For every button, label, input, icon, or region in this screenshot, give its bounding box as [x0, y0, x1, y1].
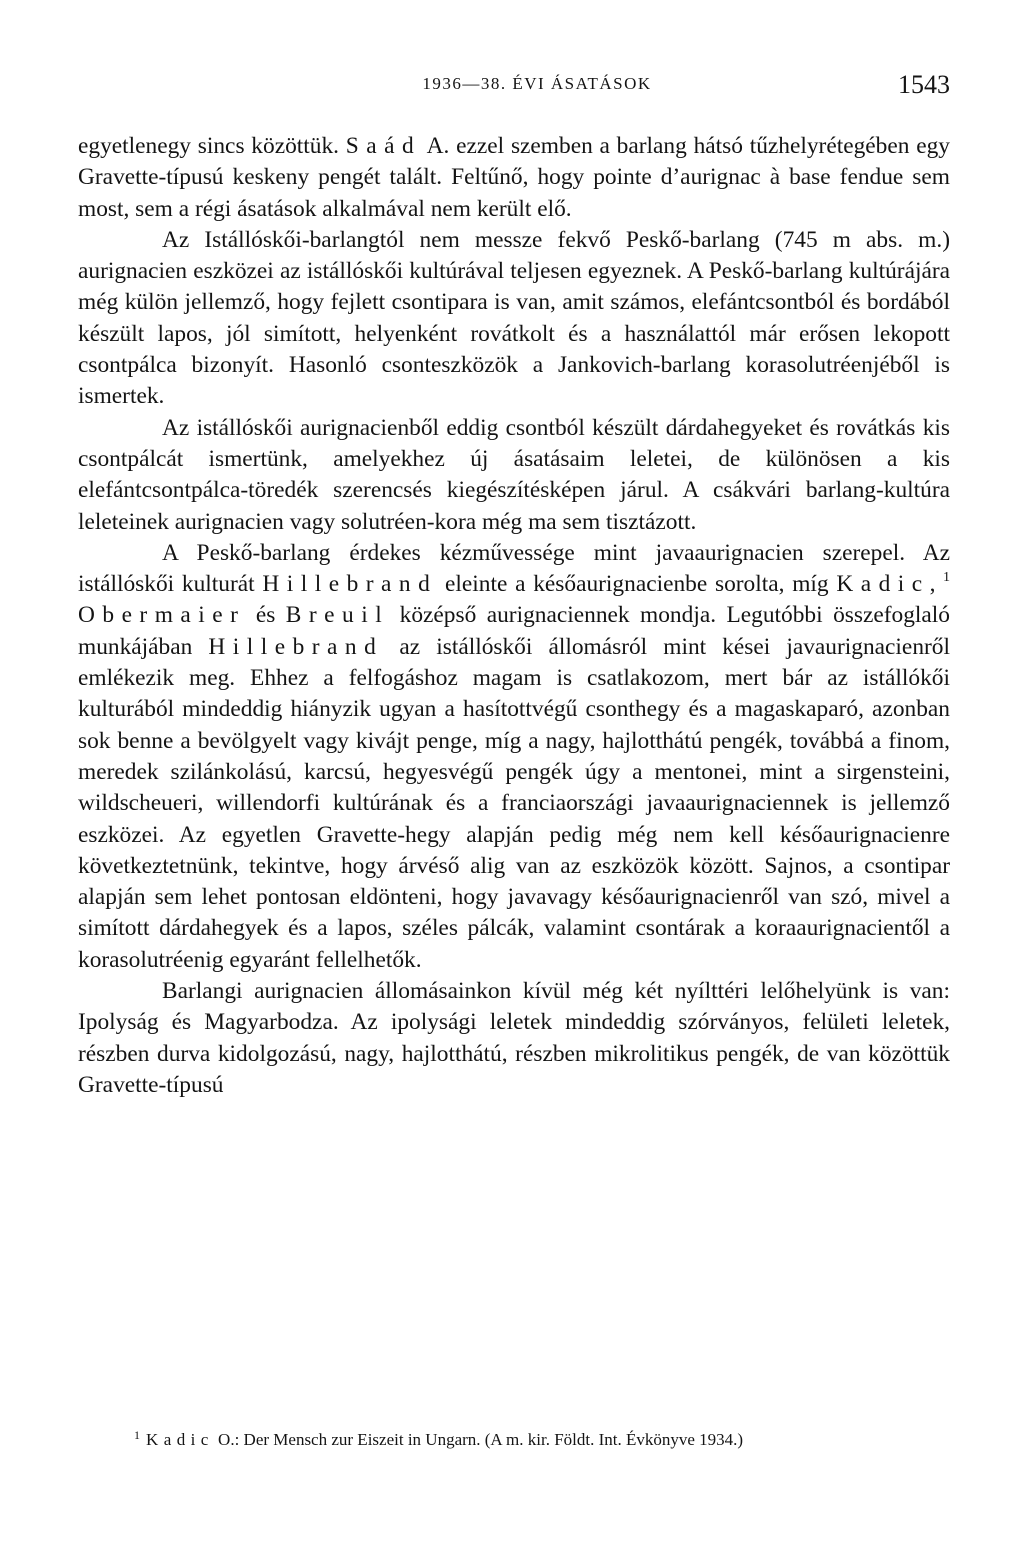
footnote-marker: 1 [134, 1428, 140, 1442]
text-run: egyetlenegy sincs közöttük. [78, 133, 346, 159]
author-name-hillebrand: Hillebrand [262, 571, 438, 598]
footnote-author: Kadic [146, 1430, 214, 1449]
paragraph-1 [78, 131, 950, 225]
paragraph-4 [78, 538, 950, 976]
paragraph-3: Az istállóskői aurignacienből eddig csontból készült dárdahegyeket és rovátkás kis csontpálcát ismertünk, amelyekhez új ásatásaim leletei, de különösen a kis elefántcsontpálca-töredék szerencsés kiegészítésképen járul. A csákvári barlang-kultúra leleteinek aurignacien vagy solutréen-kora még ma sem tisztázott. [78, 414, 950, 535]
running-head: 1936—38. ÉVI ÁSATÁSOK [422, 74, 652, 93]
paragraph-5: Barlangi aurignacien állomásainkon kívül még két nyílttéri lelőhelyünk is van: Ipolyság és Magyarbodza. Az ipolysági leletek mindeddig szórványos, felületi leletek, részben durva kidolgozású, nagy, hajlotthátú, részben mikrolitikus pengék, de van közöttük Gravette-típusú [78, 978, 950, 1098]
author-name-obermaier: Obermaier [78, 602, 246, 629]
text-run: A. ezzel szemben a barlang hátsó tűzhelyrétegében egy Gravette-típusú keskeny pengét talált. Feltűnő, hogy pointe d’aurignac à base fendue sem most, sem a régi ásatások alkalmával nem került elő. [78, 133, 950, 222]
author-name-kadic: Kadic, [836, 571, 943, 598]
footnote [78, 1421, 950, 1454]
text-run: és [245, 602, 286, 629]
text-run: eleinte a későaurignacienbe sorolta, míg [437, 571, 837, 598]
footnote-reference: 1 [942, 569, 950, 586]
text-run: középső aurignaciennek mondja. Legutóbbi összefoglaló munkájában [78, 602, 950, 660]
page-header [78, 70, 950, 104]
author-name-hillebrand: Hillebrand [208, 633, 384, 660]
footnote-body: O.: Der Mensch zur Eiszeit in Ungarn. (A m. kir. Földt. Int. Évkönyve 1934.) [213, 1430, 744, 1449]
footnote-text [78, 1421, 950, 1454]
text-run: A Peskő-barlang érdekes kézművessége mint javaaurignacien szerepel. Az istállóskői kulturát [78, 539, 950, 598]
text-run: az istállóskői állomásról mint kései javaurignacienről emlékezik meg. Ehhez a felfogáshoz magam is csatlakozom, mert bár az istállókői kulturából mindeddig hiányzik ugyan a hasítottvégű csonthegy és a magaskaparó, azonban sok benne a bevölgyelt vagy kivájt penge, míg a nagy, hajlotthátú pengék, továbbá a finom, meredek szilánkolású, karcsú, hegyesvégű pengék úgy a mentonei, mint a sirgensteini, wildscheueri, willendorfi kultúrának és a franciaországi javaaurignaciennek is jellemző eszközei. Az egyetlen Gravette-hegy alapján pedig még nem kell későaurignacienre következtetnünk, tekintve, hogy árvéső alig van az eszközök között. Sajnos, a csontipar alapján sem lehet pontosan eldönteni, hogy javavagy későaurignacienről van szó, mivel a simított dárdahegyek és a lapos, széles pálcák, valamint csontárak a koraaurignacientől a korasolutréenig egyaránt fellelhetők. [78, 633, 950, 973]
author-name-saad: Saád [345, 133, 422, 159]
paragraph-2: Az Istállóskői-barlangtól nem messze fekvő Peskő-barlang (745 m abs. m.) aurignacien eszközei az istállóskői kultúrával teljesen egyeznek. A Peskő-barlang kultúrájára még külön jellemző, hogy fejlett csontipara is van, amit számos, elefántcsontból és bordából készült lapos, jól simított, helyenként rovátkolt és a használattól már erősen lekopott csontpálca bizonyít. Hasonló csonteszközök a Jankovich-barlang korasolutréenjéből is ismertek. [78, 226, 950, 410]
author-name-breuil: Breuil [285, 602, 390, 629]
page-number: 1543 [898, 70, 950, 99]
body-text [78, 131, 950, 1101]
